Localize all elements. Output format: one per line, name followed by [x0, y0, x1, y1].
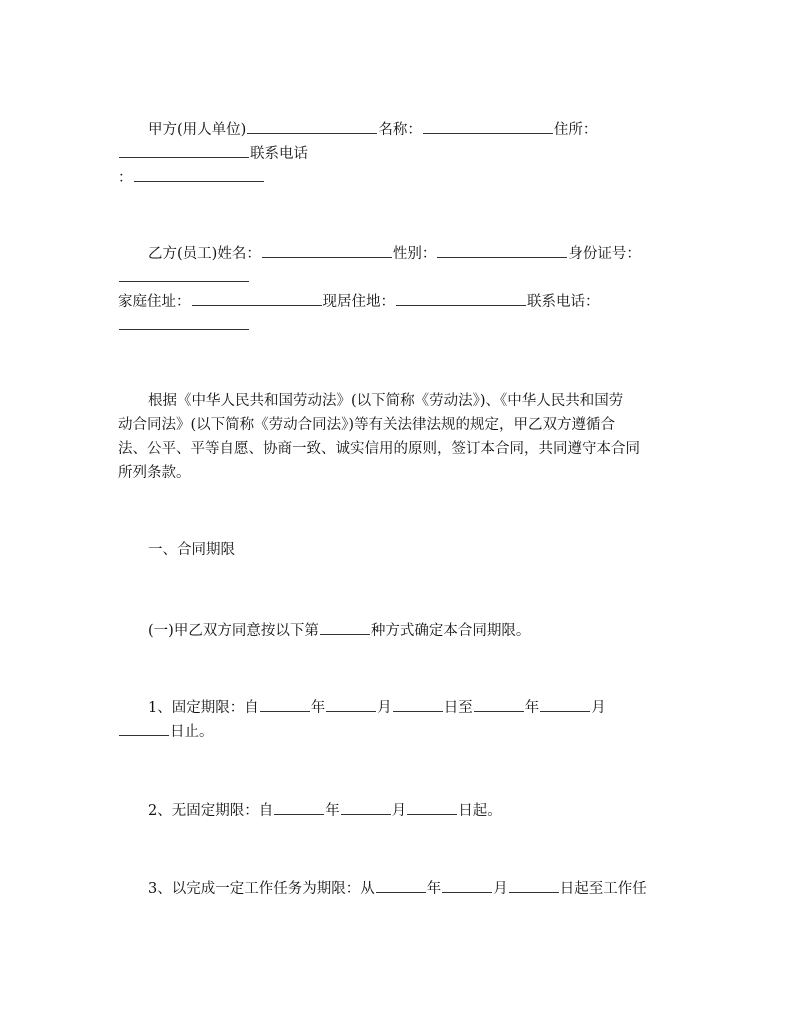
year-label: 年 — [310, 700, 326, 716]
month-label: 月 — [391, 803, 407, 819]
sub-1-prefix: (一)甲乙双方同意按以下第 — [148, 623, 319, 639]
party-b-name-label: 乙方(员工)姓名： — [148, 246, 261, 262]
month-label: 月 — [493, 881, 508, 897]
item-1-start-year-blank[interactable] — [260, 697, 310, 712]
preamble-line-2: 动合同法》(以下简称《劳动合同法》)等有关法律法规的规定，甲乙双方遵循合 — [118, 417, 616, 433]
party-b-gender-label: 性别： — [392, 246, 437, 262]
item-1-end-year-blank[interactable] — [474, 697, 524, 712]
preamble-line-3: 法、公平、平等自愿、协商一致、诚实信用的原则，签订本合同，共同遵守本合同 — [118, 441, 640, 457]
party-b-name-blank[interactable] — [262, 243, 392, 258]
item-2-end: 日起。 — [458, 803, 502, 819]
year-label: 年 — [524, 700, 540, 716]
item-3-month-blank[interactable] — [442, 878, 492, 893]
preamble-line-1: 根据《中华人民共和国劳动法》(以下简称《劳动法》)、《中华人民共和国劳 — [148, 393, 624, 409]
party-a-colon: ： — [118, 170, 133, 186]
item-1-end: 日止。 — [170, 724, 214, 740]
party-a-blank[interactable] — [247, 119, 377, 134]
party-b-home-blank[interactable] — [192, 291, 322, 306]
item-1-start-month-blank[interactable] — [326, 697, 376, 712]
sub-1-suffix: 种方式确定本合同期限。 — [370, 623, 531, 639]
party-b-home-label: 家庭住址： — [118, 294, 191, 310]
party-b-line-3 — [118, 290, 600, 314]
party-a-line-1 — [148, 118, 597, 142]
item-1-end-day-blank[interactable] — [119, 721, 169, 736]
party-b-phone-label: 联系电话： — [527, 294, 600, 310]
party-a-address-blank[interactable] — [119, 143, 249, 158]
sub-1-choice-blank[interactable] — [320, 620, 370, 635]
party-b-gender-blank[interactable] — [437, 243, 567, 258]
item-2-year-blank[interactable] — [274, 800, 324, 815]
party-b-current-blank[interactable] — [396, 291, 526, 306]
party-b-line-4 — [118, 314, 250, 338]
item-3-prefix: 3、以完成一定工作任务为期限：从 — [148, 881, 375, 897]
item-2-month-blank[interactable] — [341, 800, 391, 815]
item-1-end-month-blank[interactable] — [540, 697, 590, 712]
month-label: 月 — [377, 700, 392, 716]
item-3-end: 日起至工作任 — [559, 881, 647, 897]
party-a-line-2 — [118, 142, 308, 166]
preamble-line-4: 所列条款。 — [118, 465, 191, 481]
party-b-current-label: 现居住地： — [322, 294, 395, 310]
item-1-prefix: 1、固定期限：自 — [148, 700, 259, 716]
item-3-day-blank[interactable] — [509, 878, 559, 893]
item-2-line — [148, 799, 502, 823]
section-1-title: 一、合同期限 — [148, 542, 235, 558]
section-1-sub-1 — [148, 619, 530, 643]
item-2-prefix: 2、无固定期限：自 — [148, 803, 274, 819]
party-a-phone-blank[interactable] — [134, 167, 264, 182]
item-3-year-blank[interactable] — [376, 878, 426, 893]
year-label: 年 — [325, 803, 340, 819]
item-1-line-1 — [148, 696, 606, 720]
party-a-line-3 — [118, 166, 265, 190]
party-b-line-1 — [148, 242, 641, 266]
party-b-line-2 — [118, 266, 250, 290]
month-label: 月 — [591, 700, 606, 716]
item-1-line-2 — [118, 720, 214, 744]
party-a-phone-label: 联系电话 — [250, 146, 308, 162]
party-b-id-label: 身份证号： — [568, 246, 641, 262]
item-3-line — [148, 877, 647, 901]
party-b-id-blank[interactable] — [119, 267, 249, 282]
item-1-start-day-blank[interactable] — [393, 697, 443, 712]
party-b-phone-blank[interactable] — [119, 315, 249, 330]
party-a-label: 甲方(用人单位) — [148, 122, 247, 138]
day-to-label: 日至 — [443, 700, 473, 716]
party-a-name-blank[interactable] — [423, 119, 553, 134]
year-label: 年 — [426, 881, 442, 897]
party-a-name-label: 名称： — [378, 122, 422, 138]
party-a-address-label: 住所： — [553, 122, 598, 138]
item-2-day-blank[interactable] — [407, 800, 457, 815]
